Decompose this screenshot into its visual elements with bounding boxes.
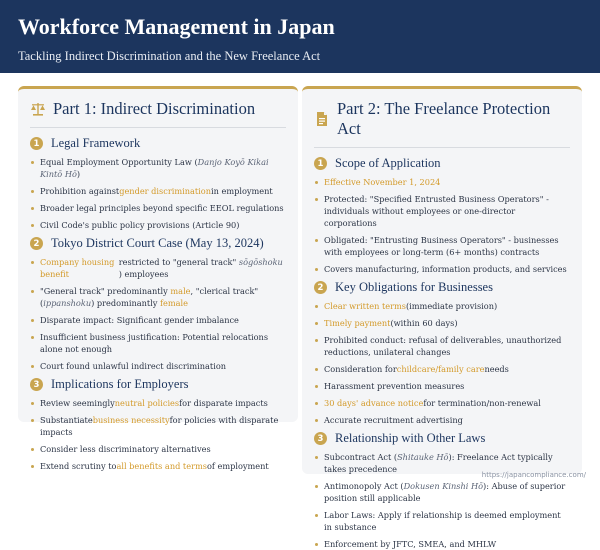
list-item: Insufficient business justification: Potential relocations alone not enough <box>30 331 286 355</box>
list-item: Clear written terms(immediate provision) <box>314 300 570 312</box>
list-item: Effective November 1, 2024 <box>314 176 570 188</box>
obligations-list <box>314 300 570 426</box>
section-title: Implications for Employers <box>51 377 189 391</box>
list-item: Substantiatebusiness necessityfor policies with disparate impacts <box>30 414 286 438</box>
list-item: Civil Code's public policy provisions (Article 90) <box>30 219 286 231</box>
section-title: Relationship with Other Laws <box>335 431 486 445</box>
section-title: Key Obligations for Businesses <box>335 280 493 294</box>
page-title: Workforce Management in Japan <box>18 14 335 39</box>
list-item: Court found unlawful indirect discrimination <box>30 360 286 372</box>
section-number-badge: 2 <box>30 237 43 250</box>
list-item: Prohibition againstgender discriminationin employment <box>30 185 286 197</box>
section-title: Scope of Application <box>335 156 441 170</box>
list-item: Protected: "Specified Entrusted Business Operators" - individuals without employees or one-director corporations <box>314 193 570 229</box>
part2-heading <box>314 99 570 148</box>
list-item: Antimonopoly Act (Dokusen Kinshi Hō): Abuse of superior position still applicable <box>314 480 570 504</box>
part2-title: Part 2: The Freelance Protection Act <box>337 99 551 138</box>
balance-scale-icon <box>30 101 46 117</box>
page-subtitle: Tackling Indirect Discrimination and the New Freelance Act <box>18 49 321 63</box>
section-title: Tokyo District Court Case (May 13, 2024) <box>51 236 264 250</box>
section-number-badge: 2 <box>314 281 327 294</box>
document-icon <box>314 111 330 127</box>
list-item: Disparate impact: Significant gender imbalance <box>30 314 286 326</box>
section-number-badge: 3 <box>314 432 327 445</box>
legal-framework-list <box>30 156 286 231</box>
list-item: Accurate recruitment advertising <box>314 414 570 426</box>
section-number-badge: 1 <box>314 157 327 170</box>
list-item: Broader legal principles beyond specific EEOL regulations <box>30 202 286 214</box>
court-case-list <box>30 256 286 372</box>
list-item: Review seeminglyneutral policiesfor disparate impacts <box>30 397 286 409</box>
list-item: Company housing benefit restricted to "general track" sōgōshoku) employees <box>30 256 286 280</box>
scope-list <box>314 176 570 275</box>
list-item: Covers manufacturing, information products, and services <box>314 263 570 275</box>
part1-card <box>18 86 298 471</box>
list-item: Equal Employment Opportunity Law (Danjo Koyō Kikai Kintō Hō) <box>30 156 286 180</box>
list-item: Extend scrutiny toall benefits and termsof employment <box>30 460 286 472</box>
list-item: "General track" predominantly male, "clerical track" (ippanshoku) predominantly female <box>30 285 286 309</box>
header-banner <box>0 0 600 73</box>
section-number-badge: 1 <box>30 137 43 150</box>
list-item: Prohibited conduct: refusal of deliverables, unauthorized reductions, unilateral changes <box>314 334 570 358</box>
right-section-1-heading <box>314 156 570 171</box>
source-url[interactable]: https://japancompliance.com/ <box>481 471 586 479</box>
list-item: 30 days' advance noticefor termination/non-renewal <box>314 397 570 409</box>
section-title: Legal Framework <box>51 136 141 150</box>
list-item: Timely payment(within 60 days) <box>314 317 570 329</box>
other-laws-list <box>314 451 570 550</box>
right-section-2-heading <box>314 280 570 295</box>
right-section-3-heading <box>314 431 570 446</box>
part1-heading <box>30 99 286 128</box>
list-item: Consideration forchildcare/family careneeds <box>314 363 570 375</box>
implications-list <box>30 397 286 472</box>
left-section-2-heading <box>30 236 286 251</box>
list-item: Labor Laws: Apply if relationship is deemed employment in substance <box>314 509 570 533</box>
left-section-3-heading <box>30 377 286 392</box>
list-item: Subcontract Act (Shitauke Hō): Freelance Act typically takes precedence <box>314 451 570 475</box>
section-number-badge: 3 <box>30 378 43 391</box>
list-item: Obligated: "Entrusting Business Operators" - businesses with employees or long-term (6+ months) contracts <box>314 234 570 258</box>
list-item: Consider less discriminatory alternatives <box>30 443 286 455</box>
left-section-1-heading <box>30 136 286 151</box>
list-item: Harassment prevention measures <box>314 380 570 392</box>
part1-title: Part 1: Indirect Discrimination <box>53 99 256 118</box>
list-item: Enforcement by JFTC, SMEA, and MHLW <box>314 538 570 550</box>
